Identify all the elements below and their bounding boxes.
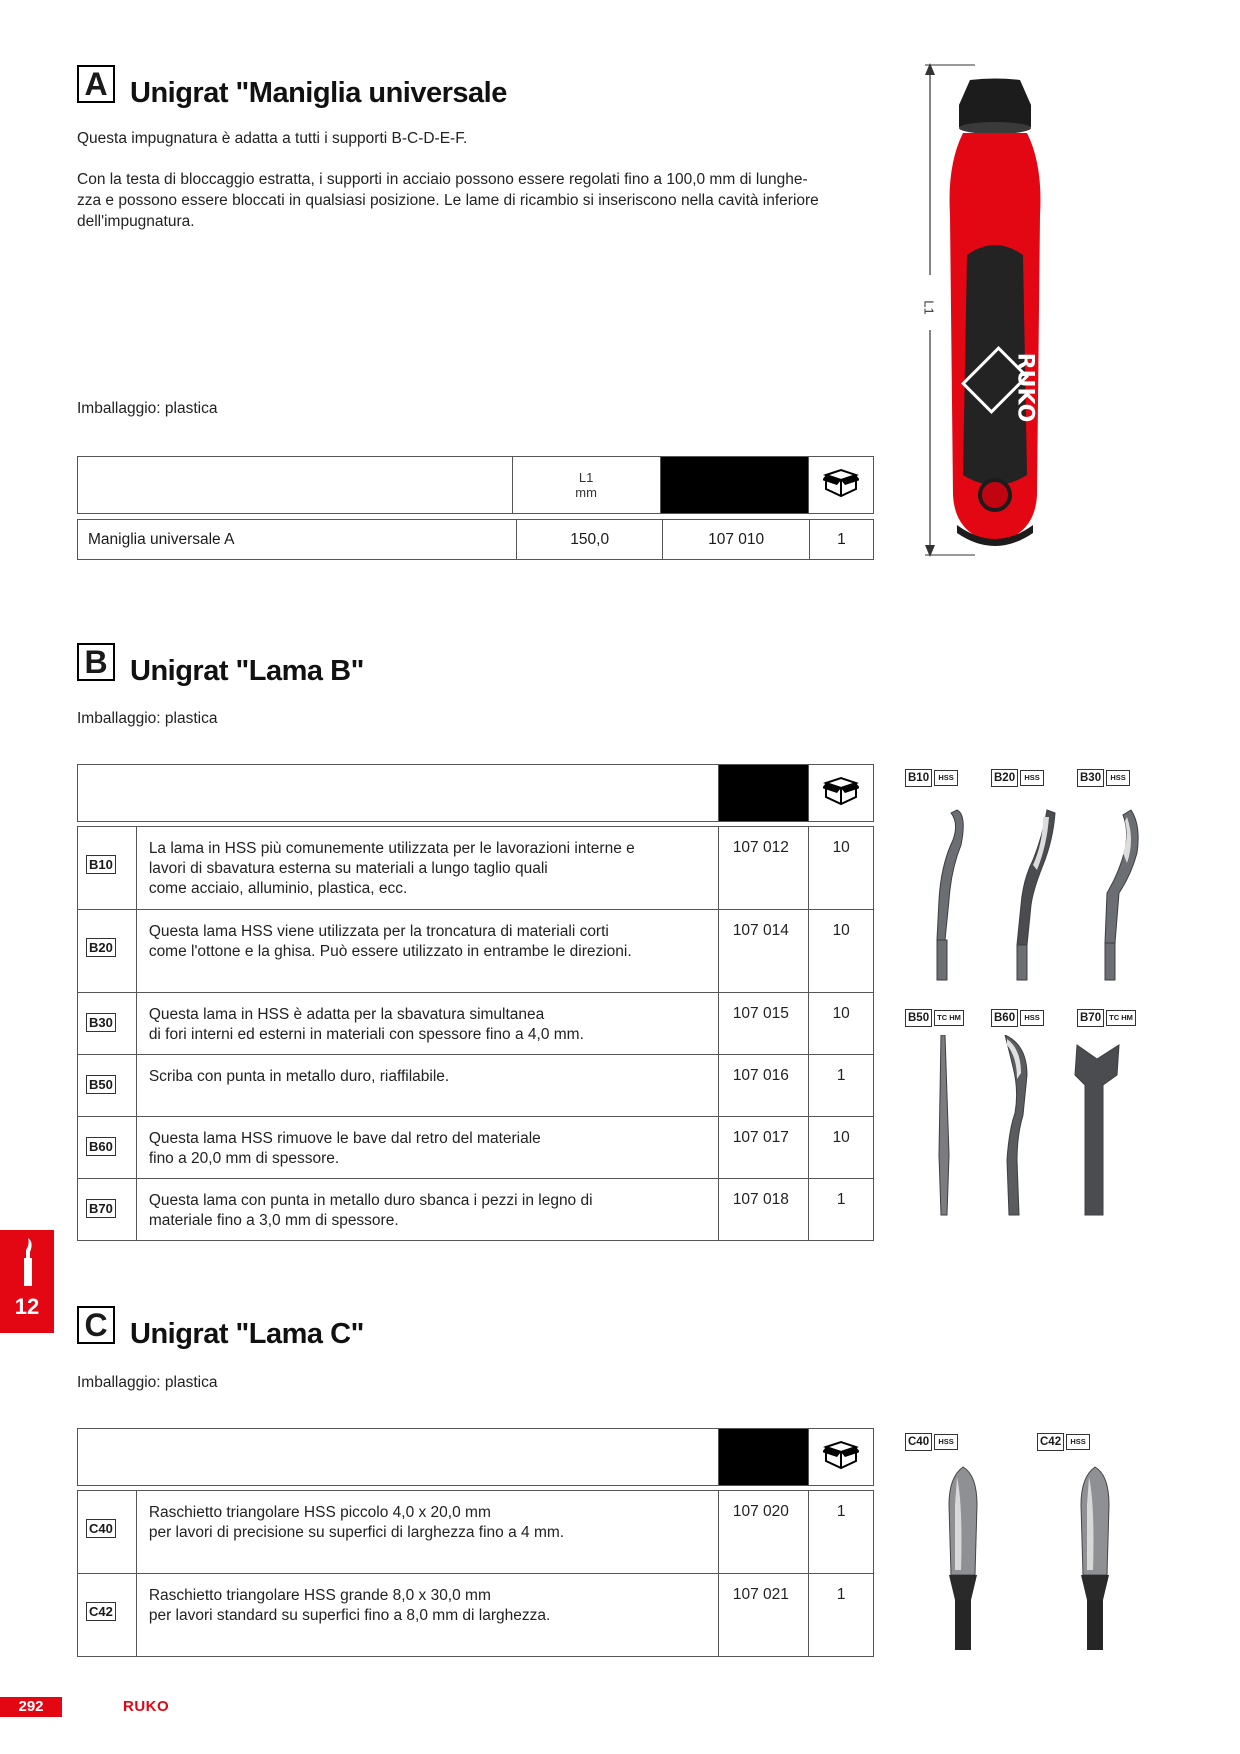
row-desc: Questa lama HSS rimuove le bave dal retro del materiale bbox=[148, 1130, 541, 1147]
row-desc: materiale fino a 3,0 mm di spessore. bbox=[148, 1212, 399, 1229]
row-desc: come acciaio, alluminio, plastica, ecc. bbox=[148, 880, 408, 897]
row-article: 107 015 bbox=[732, 1005, 789, 1022]
header-article-black bbox=[660, 457, 808, 514]
package-box-icon bbox=[823, 468, 859, 498]
row-l1: 150,0 bbox=[516, 520, 662, 560]
row-article: 107 017 bbox=[732, 1129, 789, 1146]
section-c-table bbox=[77, 1490, 874, 1657]
row-desc: di fori interni ed esterni in materiali con spessore fino a 4,0 mm. bbox=[148, 1026, 584, 1043]
table-row bbox=[78, 1055, 874, 1117]
blade-tag bbox=[905, 1006, 964, 1030]
row-name: Maniglia universale A bbox=[78, 520, 517, 560]
row-desc: fino a 20,0 mm di spessore. bbox=[148, 1150, 340, 1167]
row-qty: 1 bbox=[809, 520, 873, 560]
section-a-title: Unigrat "Maniglia universale bbox=[130, 77, 507, 109]
header-article-black bbox=[718, 765, 809, 822]
header-l1-label: L1 bbox=[578, 470, 594, 485]
row-desc: Questa lama HSS viene utilizzata per la troncatura di materiali corti bbox=[148, 923, 609, 940]
blade-tag bbox=[991, 766, 1044, 790]
table-row bbox=[78, 827, 874, 910]
section-a-table bbox=[77, 456, 874, 514]
footer-brand: RUKO bbox=[123, 1698, 170, 1715]
blade-code: C42 bbox=[1037, 1433, 1064, 1451]
row-code: B30 bbox=[86, 1013, 116, 1032]
body-line: dell'impugnatura. bbox=[77, 213, 195, 230]
section-b-table bbox=[77, 826, 874, 1241]
dimension-label: L1 bbox=[921, 300, 937, 315]
header-box bbox=[809, 1429, 874, 1486]
blade-material: TC HM bbox=[1106, 1010, 1136, 1026]
row-desc: come l'ottone e la ghisa. Può essere utilizzato in entrambe le direzioni. bbox=[148, 943, 632, 960]
row-qty: 1 bbox=[836, 1067, 846, 1084]
table-row bbox=[78, 993, 874, 1055]
row-article: 107 016 bbox=[732, 1067, 789, 1084]
section-c-packaging: Imballaggio: plastica bbox=[77, 1374, 218, 1391]
row-code: B10 bbox=[86, 855, 116, 874]
section-b-title: Unigrat "Lama B" bbox=[130, 655, 364, 687]
b-blades-top-image bbox=[905, 805, 1175, 985]
table-row bbox=[78, 910, 874, 993]
row-article: 107 014 bbox=[732, 922, 789, 939]
row-desc: per lavori di precisione su superfici di larghezza fino a 4 mm. bbox=[148, 1524, 565, 1541]
handle-logo: RUKO bbox=[1012, 352, 1038, 423]
section-a-intro: Questa impugnatura è adatta a tutti i supporti B-C-D-E-F. bbox=[77, 130, 468, 147]
chapter-number: 12 bbox=[14, 1294, 40, 1319]
row-desc: Scriba con punta in metallo duro, riaffilabile. bbox=[148, 1068, 450, 1085]
section-b-packaging: Imballaggio: plastica bbox=[77, 710, 218, 727]
blade-material: HSS bbox=[1106, 770, 1130, 786]
row-article: 107 018 bbox=[732, 1191, 789, 1208]
row-code: B20 bbox=[86, 938, 116, 957]
header-unit-label: mm bbox=[575, 485, 597, 500]
blade-tag bbox=[1077, 1006, 1136, 1030]
package-box-icon bbox=[823, 1440, 859, 1470]
section-b-letter: B bbox=[77, 643, 115, 681]
table-row bbox=[78, 1117, 874, 1179]
row-code: B60 bbox=[86, 1137, 116, 1156]
header-l1 bbox=[512, 457, 660, 514]
chapter-tab bbox=[0, 1230, 54, 1333]
blade-tag bbox=[991, 1006, 1044, 1030]
row-article: 107 021 bbox=[732, 1586, 789, 1603]
header-box bbox=[808, 457, 873, 514]
table-row bbox=[78, 1491, 874, 1574]
row-qty: 10 bbox=[832, 839, 850, 856]
blade-code: B20 bbox=[991, 769, 1018, 787]
blade-tag bbox=[1037, 1430, 1090, 1454]
blade-tag bbox=[905, 766, 958, 790]
header-blank bbox=[78, 765, 719, 822]
header-article-black bbox=[718, 1429, 809, 1486]
header-blank bbox=[78, 457, 513, 514]
header-blank bbox=[78, 1429, 719, 1486]
blade-code: B30 bbox=[1077, 769, 1104, 787]
section-a-packaging: Imballaggio: plastica bbox=[77, 400, 218, 417]
table-row bbox=[78, 1179, 874, 1241]
row-desc: lavori di sbavatura esterna su materiali a lungo taglio quali bbox=[148, 860, 548, 877]
row-qty: 10 bbox=[832, 922, 850, 939]
header-box bbox=[809, 765, 874, 822]
section-c-header bbox=[77, 1428, 874, 1486]
section-c-letter: C bbox=[77, 1306, 115, 1344]
blade-code: B10 bbox=[905, 769, 932, 787]
section-c-title: Unigrat "Lama C" bbox=[130, 1318, 364, 1350]
row-code: C40 bbox=[86, 1519, 116, 1538]
body-line: zza e possono essere bloccati in qualsiasi posizione. Le lame di ricambio si inseriscono nella cavità inferiore bbox=[77, 192, 819, 209]
row-desc: Raschietto triangolare HSS piccolo 4,0 x 20,0 mm bbox=[148, 1504, 491, 1521]
blade-material: HSS bbox=[1020, 1010, 1044, 1026]
row-qty: 1 bbox=[836, 1191, 846, 1208]
table-row bbox=[78, 1574, 874, 1657]
blade-tag bbox=[1077, 766, 1130, 790]
blade-material: HSS bbox=[1066, 1434, 1090, 1450]
package-box-icon bbox=[823, 776, 859, 806]
blade-material: HSS bbox=[934, 770, 958, 786]
deburring-tool-icon bbox=[0, 1230, 54, 1290]
row-code: B70 bbox=[86, 1199, 116, 1218]
row-article: 107 010 bbox=[663, 520, 809, 560]
body-line: Con la testa di bloccaggio estratta, i supporti in acciaio possono essere regolati fino a 100,0 mm di lunghe- bbox=[77, 171, 808, 188]
section-a-body bbox=[77, 169, 877, 232]
blade-material: HSS bbox=[934, 1434, 958, 1450]
b-blades-bottom-image bbox=[905, 1035, 1175, 1220]
row-code: B50 bbox=[86, 1075, 116, 1094]
row-desc: Raschietto triangolare HSS grande 8,0 x 30,0 mm bbox=[148, 1587, 491, 1604]
blade-material: TC HM bbox=[934, 1010, 964, 1026]
row-desc: Questa lama con punta in metallo duro sbanca i pezzi in legno di bbox=[148, 1192, 593, 1209]
blade-code: B60 bbox=[991, 1009, 1018, 1027]
row-qty: 10 bbox=[832, 1129, 850, 1146]
c-blades-image bbox=[905, 1465, 1175, 1655]
blade-code: C40 bbox=[905, 1433, 932, 1451]
blade-material: HSS bbox=[1020, 770, 1044, 786]
row-qty: 1 bbox=[836, 1503, 846, 1520]
blade-tag bbox=[905, 1430, 958, 1454]
section-a-row-table bbox=[77, 519, 874, 560]
row-desc: per lavori standard su superfici fino a 8,0 mm di larghezza. bbox=[148, 1607, 551, 1624]
blade-code: B50 bbox=[905, 1009, 932, 1027]
row-desc: La lama in HSS più comunemente utilizzata per le lavorazioni interne e bbox=[148, 840, 635, 857]
blade-code: B70 bbox=[1077, 1009, 1104, 1027]
page-number: 292 bbox=[0, 1697, 62, 1717]
table-row bbox=[78, 520, 874, 560]
row-desc: Questa lama in HSS è adatta per la sbavatura simultanea bbox=[148, 1006, 545, 1023]
row-article: 107 020 bbox=[732, 1503, 789, 1520]
row-code: C42 bbox=[86, 1602, 116, 1621]
section-b-header bbox=[77, 764, 874, 822]
row-qty: 1 bbox=[836, 1586, 846, 1603]
row-qty: 10 bbox=[832, 1005, 850, 1022]
section-a-letter: A bbox=[77, 65, 115, 103]
row-article: 107 012 bbox=[732, 839, 789, 856]
